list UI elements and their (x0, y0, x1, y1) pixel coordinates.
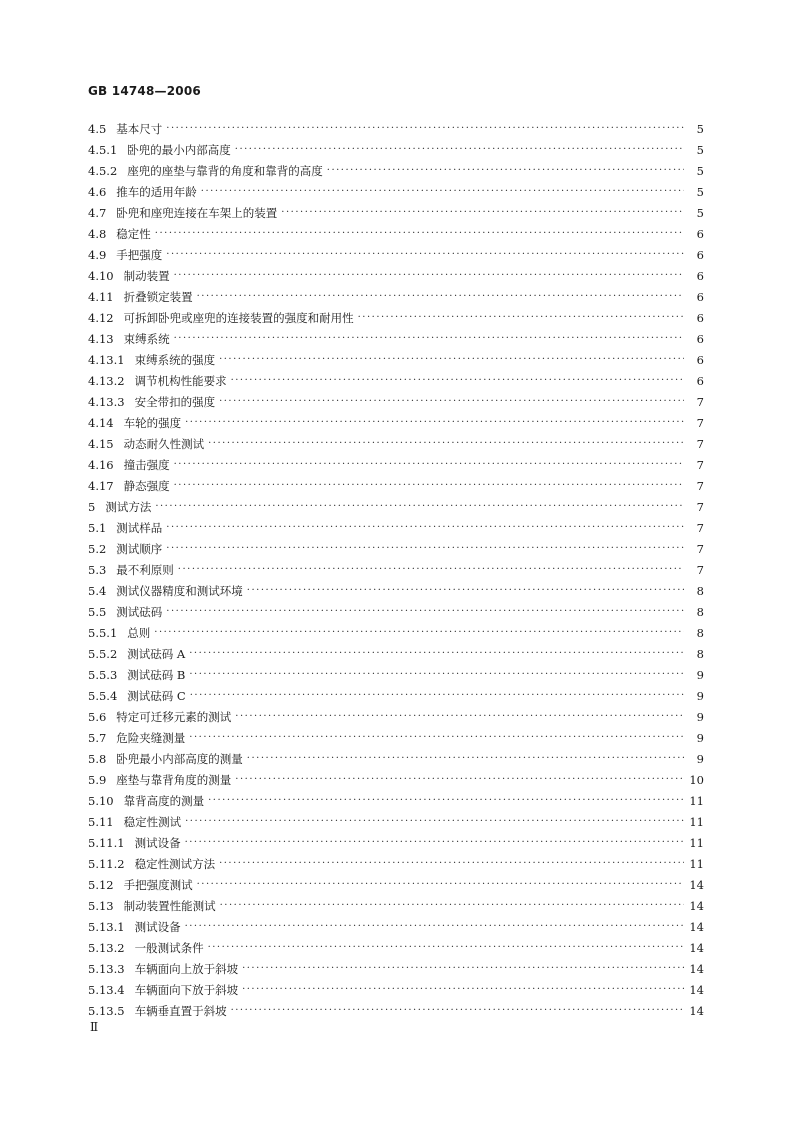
toc-entry[interactable] (88, 349, 704, 370)
toc-entry-number: 4.14 (88, 415, 114, 430)
toc-entry[interactable] (88, 517, 704, 538)
dot-leader (219, 858, 684, 869)
toc-entry-number: 4.7 (88, 205, 107, 220)
dot-leader (185, 816, 684, 827)
toc-entry-title: 动态耐久性测试 (123, 436, 205, 451)
toc-entry-title: 卧兜最小内部高度的测量 (116, 751, 243, 766)
toc-entry-page: 5 (696, 121, 704, 136)
toc-entry-number: 5.13.2 (88, 940, 125, 955)
dot-leader (219, 354, 684, 365)
toc-entry-title: 调节机构性能要求 (134, 373, 227, 388)
toc-entry-number: 4.5 (88, 121, 107, 136)
toc-entry-title: 制动装置性能测试 (123, 898, 216, 913)
toc-entry-page: 5 (696, 142, 704, 157)
toc-entry[interactable] (88, 580, 704, 601)
toc-entry-title: 折叠锁定装置 (123, 289, 193, 304)
toc-entry-number: 4.10 (88, 268, 114, 283)
dot-leader (197, 291, 684, 302)
toc-entry-number: 5.3 (88, 562, 107, 577)
toc-entry[interactable] (88, 370, 704, 391)
toc-entry-page: 7 (696, 562, 704, 577)
toc-entry[interactable] (88, 538, 704, 559)
toc-entry[interactable] (88, 853, 704, 874)
toc-entry-page: 7 (696, 520, 704, 535)
toc-entry-page: 7 (696, 478, 704, 493)
toc-entry-title: 稳定性 (116, 226, 151, 241)
dot-leader (208, 795, 684, 806)
dot-leader (208, 438, 684, 449)
dot-leader (189, 732, 684, 743)
dot-leader (190, 690, 684, 701)
toc-entry[interactable] (88, 769, 704, 790)
toc-entry-number: 5.7 (88, 730, 107, 745)
toc-entry-title: 最不利原则 (116, 562, 174, 577)
toc-entry-page: 10 (689, 772, 704, 787)
toc-entry-page: 11 (689, 793, 704, 808)
toc-entry[interactable] (88, 832, 704, 853)
toc-entry[interactable] (88, 601, 704, 622)
toc-entry-page: 5 (696, 184, 704, 199)
toc-entry-page: 8 (696, 583, 704, 598)
toc-entry[interactable] (88, 391, 704, 412)
toc-entry-page: 7 (696, 499, 704, 514)
toc-entry-page: 6 (696, 310, 704, 325)
toc-entry-page: 6 (696, 373, 704, 388)
toc-entry-title: 手把强度 (116, 247, 163, 262)
toc-entry-page: 9 (696, 667, 704, 682)
toc-entry-page: 9 (696, 709, 704, 724)
toc-entry-number: 4.12 (88, 310, 114, 325)
toc-entry[interactable] (88, 244, 704, 265)
toc-entry-title: 基本尺寸 (116, 121, 163, 136)
toc-entry-title: 测试砝码 A (127, 646, 186, 661)
dot-leader (220, 900, 684, 911)
toc-entry-page: 14 (689, 1003, 704, 1018)
toc-entry-page: 14 (689, 919, 704, 934)
toc-entry-page: 9 (696, 730, 704, 745)
toc-entry-title: 座垫与靠背角度的测量 (116, 772, 232, 787)
toc-entry-number: 5.13 (88, 898, 114, 913)
toc-entry-title: 特定可迁移元素的测试 (116, 709, 232, 724)
dot-leader (166, 249, 684, 260)
toc-entry[interactable] (88, 748, 704, 769)
dot-leader (174, 459, 684, 470)
toc-entry[interactable] (88, 139, 704, 160)
toc-entry-title: 安全带扣的强度 (134, 394, 216, 409)
toc-entry-number: 5.6 (88, 709, 107, 724)
toc-entry-title: 可拆卸卧兜或座兜的连接装置的强度和耐用性 (123, 310, 354, 325)
toc-entry-title: 卧兜和座兜连接在车架上的装置 (116, 205, 278, 220)
toc-entry[interactable] (88, 223, 704, 244)
toc-entry-page: 7 (696, 541, 704, 556)
dot-leader (155, 228, 684, 239)
toc-entry-title: 车轮的强度 (123, 415, 182, 430)
document-id: GB 14748—2006 (88, 84, 201, 98)
toc-entry-number: 5.13.1 (88, 919, 125, 934)
toc-entry-number: 4.6 (88, 184, 107, 199)
dot-leader (166, 522, 684, 533)
dot-leader (358, 312, 684, 323)
dot-leader (189, 669, 684, 680)
dot-leader (166, 543, 684, 554)
toc-entry-number: 5.5.4 (88, 688, 118, 703)
toc-entry-page: 11 (689, 835, 704, 850)
toc-entry-page: 8 (696, 646, 704, 661)
toc-entry-number: 5.10 (88, 793, 114, 808)
toc-entry[interactable] (88, 916, 704, 937)
toc-entry-title: 测试设备 (134, 835, 181, 850)
toc-entry-title: 座兜的座垫与靠背的角度和靠背的高度 (127, 163, 323, 178)
toc-entry-number: 5.5 (88, 604, 107, 619)
toc-entry-title: 手把强度测试 (123, 877, 193, 892)
toc-entry-page: 6 (696, 247, 704, 262)
toc-entry-number: 5.13.5 (88, 1003, 125, 1018)
toc-entry-number: 4.17 (88, 478, 114, 493)
dot-leader (174, 480, 684, 491)
toc-entry-page: 14 (689, 877, 704, 892)
toc-entry-page: 11 (689, 814, 704, 829)
toc-entry-title: 车辆垂直置于斜坡 (134, 1003, 227, 1018)
toc-entry[interactable] (88, 685, 704, 706)
toc-entry-number: 5.11.2 (88, 856, 125, 871)
toc-entry-title: 一般测试条件 (134, 940, 204, 955)
dot-leader (154, 627, 684, 638)
toc-entry-page: 14 (689, 940, 704, 955)
dot-leader (242, 963, 684, 974)
toc-entry-number: 5.12 (88, 877, 114, 892)
toc-entry-title: 制动装置 (123, 268, 170, 283)
toc-entry-number: 5.9 (88, 772, 107, 787)
toc-entry-page: 11 (689, 856, 704, 871)
toc-entry[interactable] (88, 160, 704, 181)
toc-entry-title: 卧兜的最小内部高度 (127, 142, 231, 157)
toc-entry-number: 5.13.4 (88, 982, 125, 997)
toc-entry-number: 4.11 (88, 289, 114, 304)
toc-entry[interactable] (88, 307, 704, 328)
toc-entry[interactable] (88, 895, 704, 916)
toc-entry-number: 5.5.3 (88, 667, 118, 682)
toc-entry[interactable] (88, 265, 704, 286)
toc-entry-number: 4.13 (88, 331, 114, 346)
toc-entry-page: 7 (696, 415, 704, 430)
toc-entry-page: 8 (696, 625, 704, 640)
dot-leader (242, 984, 684, 995)
toc-entry[interactable] (88, 496, 704, 517)
dot-leader (155, 501, 684, 512)
toc-entry-title: 推车的适用年龄 (116, 184, 197, 199)
toc-entry[interactable] (88, 958, 704, 979)
toc-entry-number: 4.5.1 (88, 142, 118, 157)
toc-entry-number: 5.2 (88, 541, 107, 556)
dot-leader (185, 921, 684, 932)
toc-entry-page: 6 (696, 268, 704, 283)
toc-entry[interactable] (88, 475, 704, 496)
dot-leader (219, 396, 684, 407)
dot-leader (166, 123, 684, 134)
toc-entry-title: 撞击强度 (123, 457, 170, 472)
toc-entry-number: 5.5.1 (88, 625, 118, 640)
dot-leader (235, 774, 684, 785)
table-of-contents (88, 118, 704, 1021)
toc-entry-number: 5.11.1 (88, 835, 125, 850)
toc-entry-number: 5.13.3 (88, 961, 125, 976)
dot-leader (231, 1005, 684, 1016)
toc-entry[interactable] (88, 727, 704, 748)
toc-entry-title: 测试仪器精度和测试环境 (116, 583, 243, 598)
dot-leader (185, 837, 684, 848)
toc-entry-title: 测试设备 (134, 919, 181, 934)
dot-leader (178, 564, 684, 575)
dot-leader (247, 585, 684, 596)
toc-entry[interactable] (88, 433, 704, 454)
toc-entry[interactable] (88, 664, 704, 685)
toc-entry-number: 4.15 (88, 436, 114, 451)
toc-entry-title: 车辆面向下放于斜坡 (134, 982, 239, 997)
toc-entry-number: 5.11 (88, 814, 114, 829)
toc-entry-title: 靠背高度的测量 (123, 793, 205, 808)
dot-leader (247, 753, 684, 764)
toc-entry-page: 14 (689, 982, 704, 997)
toc-entry-page: 6 (696, 289, 704, 304)
toc-entry-title: 束缚系统 (123, 331, 170, 346)
toc-entry-page: 9 (696, 751, 704, 766)
toc-entry-number: 5.8 (88, 751, 107, 766)
dot-leader (189, 648, 684, 659)
toc-entry[interactable] (88, 412, 704, 433)
toc-entry[interactable] (88, 1000, 704, 1021)
dot-leader (208, 942, 684, 953)
toc-entry-title: 测试砝码 C (127, 688, 186, 703)
toc-entry-number: 4.5.2 (88, 163, 118, 178)
toc-entry[interactable] (88, 811, 704, 832)
toc-entry[interactable] (88, 328, 704, 349)
toc-entry-number: 5.5.2 (88, 646, 118, 661)
toc-entry-number: 5.4 (88, 583, 107, 598)
toc-entry-page: 5 (696, 205, 704, 220)
toc-entry-page: 9 (696, 688, 704, 703)
toc-entry-number: 4.16 (88, 457, 114, 472)
page-number: Ⅱ (90, 1020, 99, 1034)
toc-entry-title: 稳定性测试 (123, 814, 182, 829)
dot-leader (235, 144, 684, 155)
toc-entry-number: 5 (88, 499, 96, 514)
toc-entry[interactable] (88, 790, 704, 811)
toc-entry-title: 测试顺序 (116, 541, 163, 556)
toc-entry-number: 4.13.1 (88, 352, 125, 367)
toc-entry[interactable] (88, 181, 704, 202)
dot-leader (174, 270, 684, 281)
toc-entry-title: 总则 (127, 625, 151, 640)
toc-entry[interactable] (88, 643, 704, 664)
dot-leader (166, 606, 684, 617)
toc-entry[interactable] (88, 706, 704, 727)
toc-entry-title: 测试方法 (105, 499, 152, 514)
dot-leader (201, 186, 684, 197)
toc-entry-title: 车辆面向上放于斜坡 (134, 961, 239, 976)
toc-entry[interactable] (88, 202, 704, 223)
toc-entry-number: 4.13.3 (88, 394, 125, 409)
toc-entry-page: 6 (696, 331, 704, 346)
dot-leader (281, 207, 684, 218)
toc-entry[interactable] (88, 622, 704, 643)
dot-leader (174, 333, 684, 344)
toc-entry-number: 4.13.2 (88, 373, 125, 388)
toc-entry[interactable] (88, 874, 704, 895)
toc-entry-number: 5.1 (88, 520, 107, 535)
toc-entry[interactable] (88, 286, 704, 307)
toc-entry-page: 6 (696, 226, 704, 241)
toc-entry[interactable] (88, 559, 704, 580)
toc-entry-page: 8 (696, 604, 704, 619)
toc-entry-title: 危险夹缝测量 (116, 730, 186, 745)
toc-entry-title: 束缚系统的强度 (134, 352, 216, 367)
toc-entry-number: 4.8 (88, 226, 107, 241)
dot-leader (231, 375, 684, 386)
toc-entry[interactable] (88, 118, 704, 139)
toc-entry-title: 静态强度 (123, 478, 170, 493)
toc-entry[interactable] (88, 937, 704, 958)
toc-entry-page: 5 (696, 163, 704, 178)
toc-entry[interactable] (88, 979, 704, 1000)
dot-leader (185, 417, 684, 428)
toc-entry-title: 测试样品 (116, 520, 163, 535)
toc-entry-title: 测试砝码 B (127, 667, 186, 682)
toc-entry-page: 14 (689, 898, 704, 913)
toc-entry[interactable] (88, 454, 704, 475)
toc-entry-number: 4.9 (88, 247, 107, 262)
dot-leader (327, 165, 684, 176)
toc-entry-title: 测试砝码 (116, 604, 163, 619)
dot-leader (235, 711, 684, 722)
toc-entry-title: 稳定性测试方法 (134, 856, 216, 871)
toc-entry-page: 7 (696, 457, 704, 472)
toc-entry-page: 14 (689, 961, 704, 976)
dot-leader (197, 879, 684, 890)
toc-entry-page: 7 (696, 394, 704, 409)
toc-entry-page: 7 (696, 436, 704, 451)
toc-entry-page: 6 (696, 352, 704, 367)
